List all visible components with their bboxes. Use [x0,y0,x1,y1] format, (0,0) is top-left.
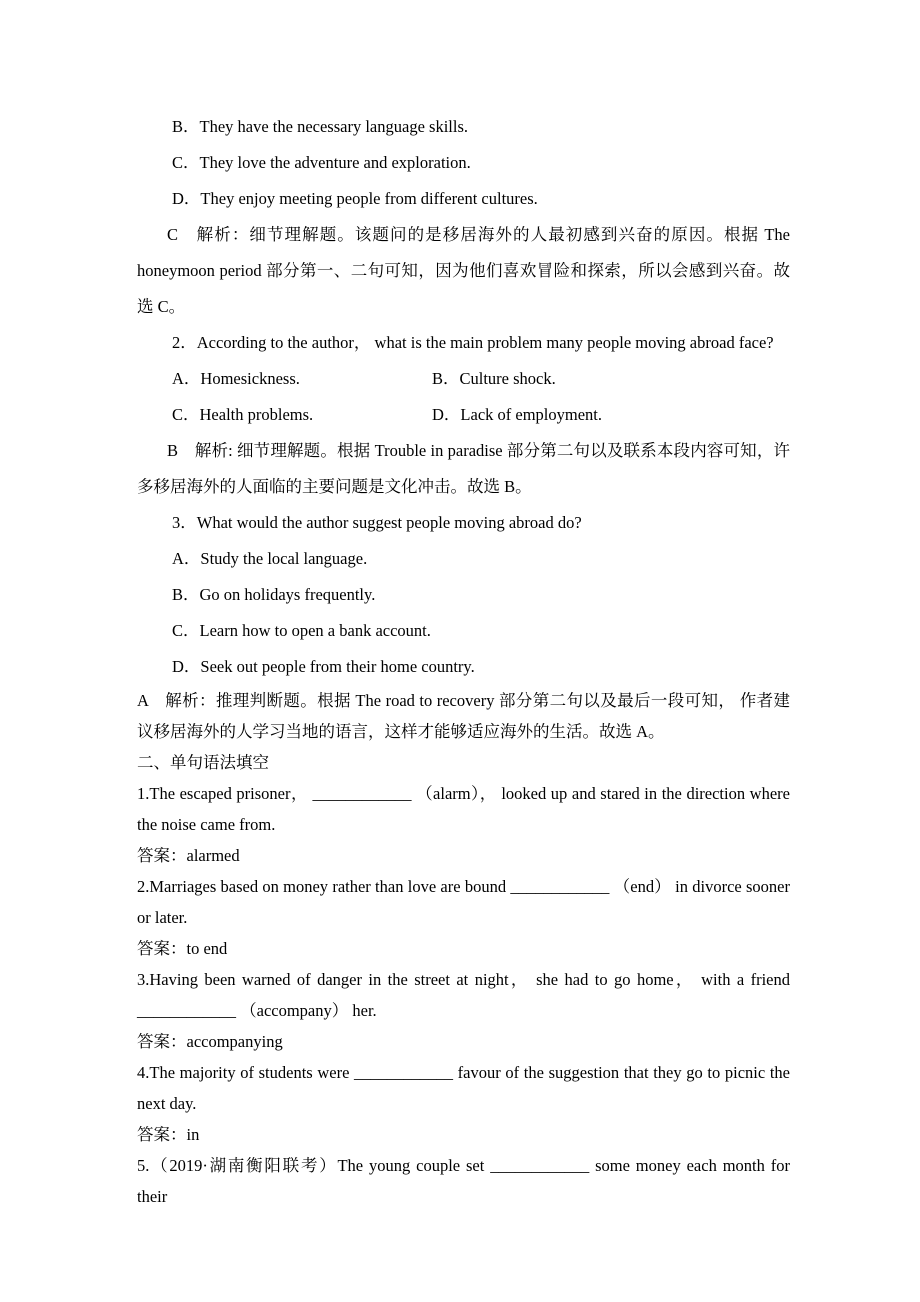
q3-answer-analysis: A 解析：推理判断题。根据 The road to recovery 部分第二句以及最后一段可知， 作者建议移居海外的人学习当地的语言，这样才能够适应海外的生活。故选 A。 [137,691,790,741]
grammar-answer-2: 答案：to end [137,939,228,958]
grammar-answer-3: 答案：accompanying [137,1032,283,1051]
grammar-item-3: 3.Having been warned of danger in the street at night， she had to go home， with a friend ____________ （accompany） her. [137,970,790,1020]
grammar-section-heading: 二、单句语法填空 [137,753,269,772]
q1-option-b: B．They have the necessary language skills. [172,117,468,136]
document-content [137,109,790,1212]
q3-option-a: A．Study the local language. [172,549,368,568]
q1-answer-analysis: C 解析：细节理解题。该题问的是移居海外的人最初感到兴奋的原因。根据 The honeymoon period 部分第一、二句可知，因为他们喜欢冒险和探索，所以会感到兴奋。故选 C。 [137,225,790,316]
q1-option-d: D．They enjoy meeting people from different cultures. [172,189,538,208]
q2-option-d: D．Lack of employment. [432,405,602,424]
grammar-item-4: 4.The majority of students were ____________ favour of the suggestion that they go to picnic the next day. [137,1063,790,1113]
q3-option-c: C．Learn how to open a bank account. [172,621,431,640]
q2-answer-analysis: B 解析: 细节理解题。根据 Trouble in paradise 部分第二句以及联系本段内容可知，许多移居海外的人面临的主要问题是文化冲击。故选 B。 [137,441,790,496]
q2-option-c: C．Health problems. [172,405,314,424]
grammar-item-2: 2.Marriages based on money rather than love are bound ____________ （end） in divorce sooner or later. [137,877,790,927]
q3-option-b: B．Go on holidays frequently. [172,585,376,604]
q1-option-c: C．They love the adventure and exploration. [172,153,471,172]
grammar-item-5: 5.（2019·湖南衡阳联考）The young couple set ____________ some money each month for their [137,1156,790,1206]
reading-comprehension-section [137,109,790,685]
q2-option-b: B．Culture shock. [432,369,556,388]
q2-options-row-cd [137,397,790,433]
q3-option-d: D．Seek out people from their home country. [172,657,475,676]
grammar-fill-in-section [137,747,790,1212]
grammar-answer-1: 答案：alarmed [137,846,240,865]
grammar-answer-4: 答案：in [137,1125,200,1144]
grammar-item-1: 1.The escaped prisoner， ____________ （alarm）， looked up and stared in the direction where the noise came from. [137,784,790,834]
q3-stem: 3．What would the author suggest people moving abroad do? [172,513,582,532]
q2-options-row-ab [137,361,790,397]
q2-option-a: A．Homesickness. [172,369,300,388]
q2-stem: 2．According to the author， what is the main problem many people moving abroad face? [172,333,774,352]
